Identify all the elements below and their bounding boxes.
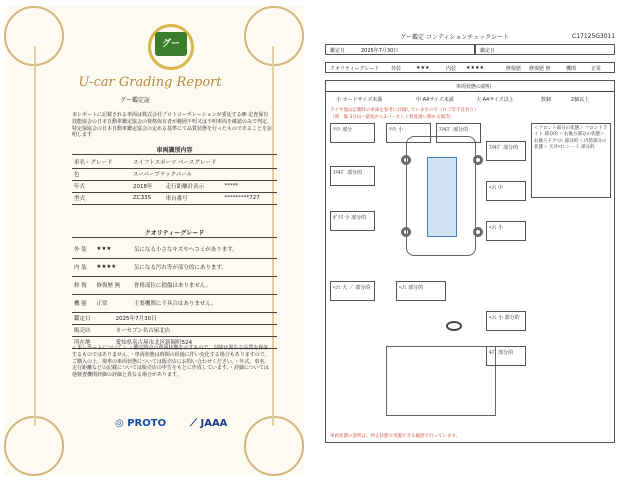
car-diagram-interior: [386, 346, 496, 416]
date: 2025年7月30日: [361, 48, 399, 54]
wheel-icon: [473, 155, 483, 165]
dealer-table: [72, 312, 277, 349]
func-value: 正常: [591, 66, 602, 72]
vehicle-year: 2018年: [131, 180, 164, 192]
panel-label: ﾗｲﾄ 部分: [333, 127, 353, 133]
odometer: *****: [223, 180, 277, 192]
panel-label: ﾍｺﾐ 中: [489, 185, 504, 191]
legend-count-value: 2個以上: [571, 97, 590, 103]
label: 型式: [72, 192, 131, 204]
panel-label: ﾍｺﾐ 部分的: [399, 285, 424, 291]
side-notes: [531, 123, 611, 198]
label: 鑑定日: [480, 48, 496, 54]
legend-medium: 中 A4サイズ未満: [416, 97, 454, 103]
panel-label: ﾍｺﾐ 小: [489, 225, 504, 231]
label: 販売店: [72, 324, 114, 336]
certificate-body: 本レポートに記載される車両は株式会社プロトコーポレーションが委託する㈱ 定査保有技能協会の日本自動車鑑定協会の資格保有者が範囲不明又は不明車両を確認のみで判定、特定保協会の日本自動車鑑定協会の定める基準にて品質状態を行ったものであることを証明します: [72, 112, 273, 139]
panel-box: [386, 123, 431, 143]
panel-label: ﾍｺﾐ 小 部分的: [489, 315, 520, 321]
engine-value: 正常: [95, 294, 132, 312]
divider: [326, 91, 614, 92]
quality-table: [72, 240, 277, 313]
jaaa-logo: ⟋ JAAA: [190, 418, 228, 429]
panel-box: [396, 281, 446, 301]
repair-text: 骨格部位に損傷はありません。: [132, 276, 277, 294]
panel-box: [486, 181, 526, 201]
panel-label: ｷｽﾞ 部分的: [489, 350, 514, 356]
ornament: [244, 6, 304, 66]
proto-text: PROTO: [127, 418, 167, 429]
legend-count: 数個: [541, 97, 552, 103]
interior-stars: ★★★★: [95, 258, 132, 276]
panel-label: ｽﾘｷｽﾞ 部分的: [333, 170, 363, 176]
panel-box: [330, 211, 375, 231]
section-vehicle: 車両識別内容: [72, 145, 277, 155]
label: 色: [72, 168, 131, 180]
panel-box: [486, 346, 526, 366]
label: 走行距離計表示: [164, 180, 223, 192]
date-box: [325, 44, 475, 55]
label: 所在地: [72, 336, 114, 348]
note-red: ［例：傷 3分山～最短から3パーセント程度薄い擦れる傷等］: [330, 115, 455, 120]
car-diagram-top: [406, 136, 476, 256]
panel-box: [486, 141, 526, 161]
legend-small: 小 カードサイズ未満: [336, 97, 383, 103]
label: 内 装: [72, 258, 95, 276]
label: 修 復: [72, 276, 95, 294]
grade-row: [325, 62, 615, 73]
label: 外装: [391, 66, 402, 72]
jaaa-text: JAAA: [200, 418, 228, 429]
label: 外 装: [72, 240, 95, 258]
date: 2025年7月30日: [114, 312, 277, 324]
section-quality: クオリティーグレード: [72, 228, 277, 238]
car-roof: [427, 157, 457, 237]
dealer-box: [475, 44, 615, 55]
condition-area: [325, 80, 615, 443]
vehicle-name: スイフトスポーツ ベースグレード: [131, 156, 277, 168]
panel-box: [330, 166, 375, 186]
wheel-icon: [401, 155, 411, 165]
panel-label: ﾗｲﾄ 小: [389, 127, 404, 133]
engine-text: 主要機関に不具合はありません。: [132, 294, 277, 312]
label: クオリティーグレード: [330, 66, 380, 72]
certificate-notes: ＜本レポートについて＞ ・鑑定時点の車両状態を示すもので、以降は異なる品質を保証するものではありません。・車両状態は時間の経過に伴い変化する場合もありますので、ご購入の上、現車の車両状態については販売店にお問い合わせください。・年式、車名、走行距離などの記載については販売店の申告をもとに作成しています。・詳細については他検査機関評価の評価と異なる場合があります。: [72, 345, 270, 378]
goo-logo: グー: [155, 32, 187, 56]
panel-box: [486, 311, 526, 331]
label: 車台番号: [164, 192, 223, 204]
certificate-subtitle: グー鑑定証: [120, 97, 151, 104]
label: 車名・グレード: [72, 156, 131, 168]
vehicle-table: [72, 156, 277, 205]
panel-box: [436, 123, 481, 143]
wheel-icon: [473, 227, 483, 237]
proto-logo: ◎ PROTO: [115, 418, 167, 429]
label: 鑑定日: [72, 312, 114, 324]
panel-label: ｽﾘｷｽﾞ 部分的: [489, 145, 519, 151]
chassis: *********727: [223, 192, 277, 204]
note-red: ライヤ他は記載時の車両を参考に評価していますので（ロゴ等不良有り）: [330, 108, 479, 113]
repair-value: 修復歴 無: [95, 276, 132, 294]
sheet-header: グー鑑定 コンディションチェックシート: [400, 34, 510, 41]
steering-wheel-icon: [446, 321, 462, 331]
exterior-stars: ★★★: [95, 240, 132, 258]
label: 機関: [566, 66, 577, 72]
address: 愛知県名古屋市北区新堀町524: [114, 336, 277, 348]
label: 修復歴: [506, 66, 522, 72]
interior-text: 気になる汚れ等が部分的にあります。: [132, 258, 277, 276]
model: ZC33S: [131, 192, 164, 204]
panel-label: ﾍｺﾐ 大 ／ 部分的: [333, 285, 371, 291]
certificate-title: U-car Grading Report: [78, 75, 222, 90]
vehicle-color: スーパーブラックパール: [131, 168, 277, 180]
label: 鑑定日: [330, 48, 346, 54]
wheel-icon: [401, 227, 411, 237]
sheet-code: C17125G3011: [572, 33, 616, 40]
exterior-stars: ★★★: [416, 65, 430, 71]
panel-label: ｽﾘｷｽﾞ 部分的: [439, 127, 469, 133]
sheet-footer: 車両状態の説明は、停止状態で実施できる範囲で行っています。: [330, 434, 461, 439]
panel-box: [486, 221, 526, 241]
label: 内装: [446, 66, 457, 72]
panel-box: [330, 281, 375, 301]
legend-large: 大 A4サイズ以上: [476, 97, 514, 103]
panel-box: [330, 123, 375, 143]
ornament: [244, 416, 304, 476]
border-ornament-left: [34, 46, 36, 426]
condition-title: 車両状態の説明: [456, 84, 492, 90]
exterior-text: 気になる小さなキズやヘコミがあります。: [132, 240, 277, 258]
repair-value: 修復歴 無: [529, 66, 551, 72]
label: 機 能: [72, 294, 95, 312]
panel-label: ｶﾞﾗｽ 小 部分的: [333, 215, 367, 221]
side-notes-text: ＜フロント部分の状態＞ フロントライト 部分的 ＜右後方部分の状態＞ 右後ろドアﾍｺﾐ 部分的 ＜内装部分の状態＞ 天井ﾍｺﾐ シート 部分的: [534, 126, 608, 150]
interior-stars: ★★★★: [466, 65, 484, 71]
label: 年式: [72, 180, 131, 192]
dealer: カーセブン名古屋北店: [114, 324, 277, 336]
